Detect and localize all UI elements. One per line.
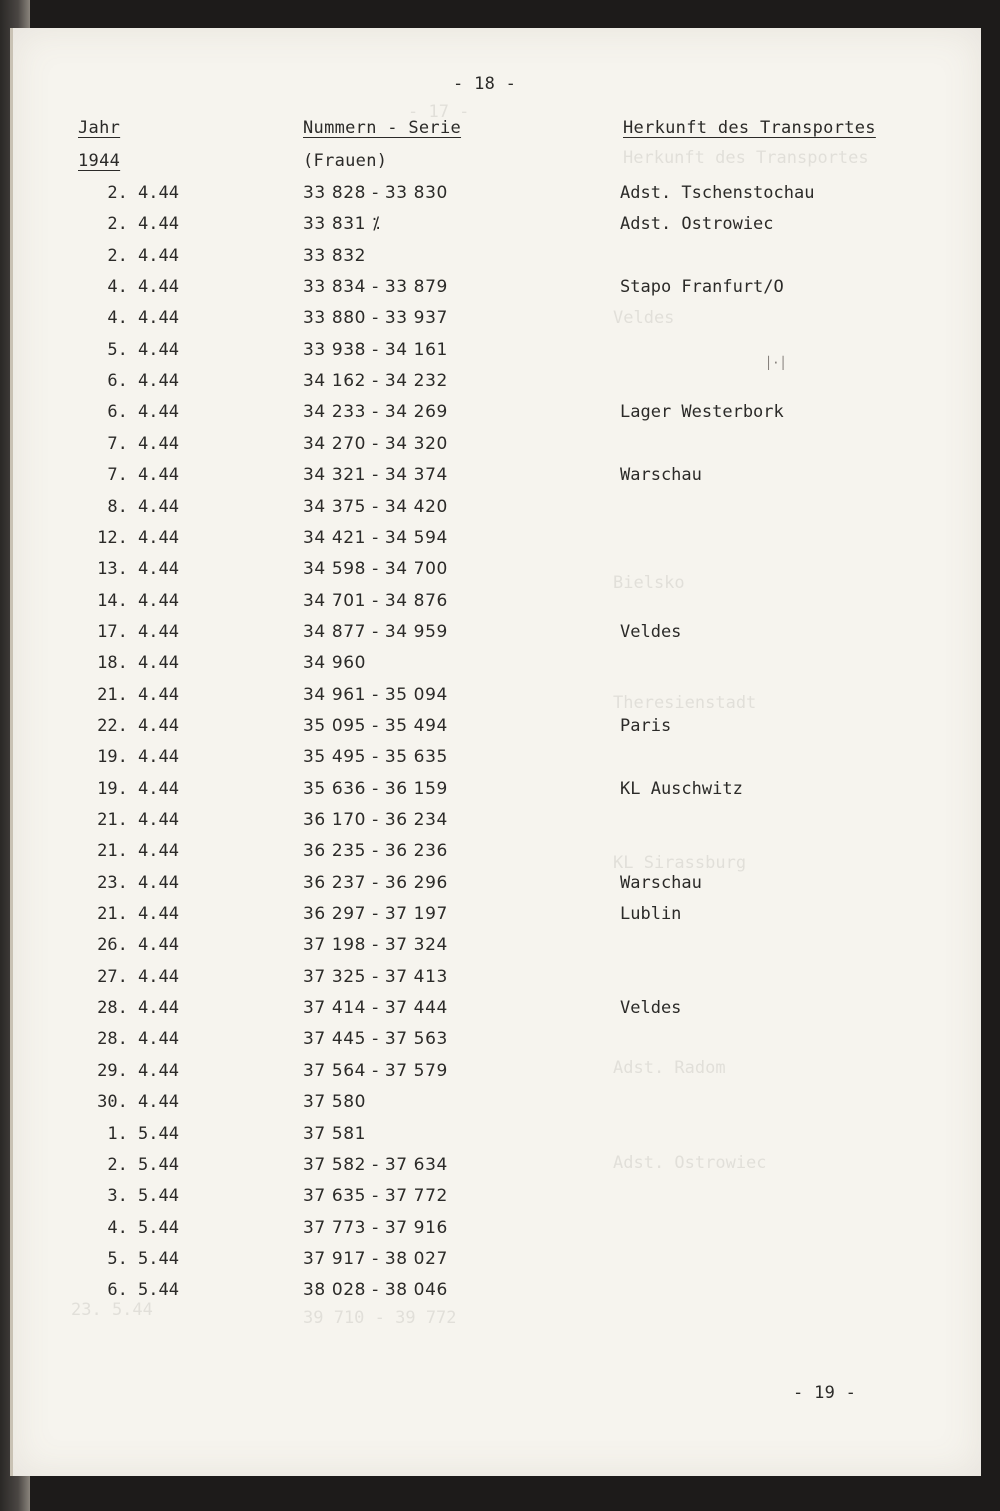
row-numbers: 34 270 - 34 320 <box>303 433 448 454</box>
row-date: 8. 4.44 <box>107 496 179 517</box>
table-row <box>13 1061 981 1092</box>
row-numbers: 35 636 - 36 159 <box>303 778 448 799</box>
header-frauen: (Frauen) <box>303 151 388 171</box>
row-origin: Adst. Tschenstochau <box>620 183 815 203</box>
table-row <box>13 434 981 465</box>
show-through-text: - 17 - <box>408 102 470 122</box>
row-origin: Paris <box>620 715 672 736</box>
row-numbers: 34 321 - 34 374 <box>303 465 448 486</box>
row-numbers: 34 960 <box>303 653 367 674</box>
row-date: 4. 4.44 <box>107 308 179 329</box>
table-row <box>13 622 981 653</box>
header-year: 1944 <box>78 151 121 171</box>
show-through-text: Bielsko <box>613 573 685 593</box>
table-row <box>13 308 981 339</box>
table-row <box>13 873 981 904</box>
row-numbers: 36 235 - 36 236 <box>303 841 448 862</box>
row-numbers: 34 701 - 34 876 <box>303 590 448 611</box>
show-through-text: 39 710 - 39 772 <box>303 1308 457 1328</box>
table-row <box>13 1029 981 1060</box>
row-numbers: 37 917 - 38 027 <box>303 1248 448 1269</box>
table-row <box>13 998 981 1029</box>
row-numbers: 38 028 - 38 046 <box>303 1280 448 1301</box>
row-origin: Lublin <box>620 904 682 925</box>
row-date: 2. 4.44 <box>107 214 179 235</box>
table-row <box>13 1092 981 1123</box>
table-row <box>13 1186 981 1217</box>
show-through-text: Adst. Ostrowiec <box>613 1153 767 1173</box>
row-date: 7. 4.44 <box>107 465 179 486</box>
row-numbers: 37 582 - 37 634 <box>303 1154 448 1175</box>
table-row <box>13 1249 981 1280</box>
row-origin: Lager Westerbork <box>620 402 784 423</box>
table-row <box>13 904 981 935</box>
header-nummern-serie: Nummern - Serie <box>303 118 462 138</box>
table-row <box>13 591 981 622</box>
row-origin: Warschau <box>620 872 702 893</box>
row-origin: Veldes <box>620 998 682 1019</box>
row-date: 2. 5.44 <box>107 1154 179 1175</box>
row-date: 19. 4.44 <box>97 778 179 799</box>
row-numbers: 33 828 - 33 830 <box>303 183 448 203</box>
table-row <box>13 214 981 245</box>
row-date: 21. 4.44 <box>97 684 179 705</box>
row-date: 23. 4.44 <box>97 872 179 893</box>
row-origin: Adst. Ostrowiec <box>620 214 774 235</box>
table-row <box>13 779 981 810</box>
row-date: 2. 4.44 <box>107 245 179 266</box>
row-date: 3. 5.44 <box>107 1186 179 1207</box>
row-numbers: 34 877 - 34 959 <box>303 621 448 642</box>
table-row <box>13 1155 981 1186</box>
header-herkunft: Herkunft des Transportes <box>623 118 876 138</box>
show-through-text: Veldes <box>613 308 675 328</box>
row-numbers: 37 564 - 37 579 <box>303 1060 448 1081</box>
row-origin: Veldes <box>620 621 682 642</box>
row-date: 2. 4.44 <box>107 183 179 203</box>
table-row <box>13 465 981 496</box>
table-row <box>13 528 981 559</box>
show-through-text: Adst. Radom <box>613 1058 726 1078</box>
table-row <box>13 653 981 684</box>
table-row <box>13 1124 981 1155</box>
row-date: 21. 4.44 <box>97 904 179 925</box>
table-row <box>13 183 981 214</box>
row-date: 28. 4.44 <box>97 1029 179 1050</box>
row-numbers: 37 414 - 37 444 <box>303 998 448 1019</box>
table-row <box>13 747 981 778</box>
row-date: 22. 4.44 <box>97 715 179 736</box>
row-numbers: 33 938 - 34 161 <box>303 339 448 360</box>
row-numbers: 33 834 - 33 879 <box>303 277 448 298</box>
row-date: 26. 4.44 <box>97 935 179 956</box>
row-numbers: 37 580 <box>303 1092 367 1113</box>
table-row <box>13 1218 981 1249</box>
row-numbers: 37 325 - 37 413 <box>303 966 448 987</box>
table-row <box>13 935 981 966</box>
row-numbers: 34 598 - 34 700 <box>303 559 448 580</box>
row-numbers: 34 421 - 34 594 <box>303 527 448 548</box>
row-date: 18. 4.44 <box>97 653 179 674</box>
row-date: 5. 5.44 <box>107 1248 179 1269</box>
row-numbers: 36 297 - 37 197 <box>303 904 448 925</box>
row-date: 6. 4.44 <box>107 402 179 423</box>
row-numbers: 35 095 - 35 494 <box>303 715 448 736</box>
row-numbers: 33 832 <box>303 245 367 266</box>
row-origin: KL Auschwitz <box>620 778 743 799</box>
row-date: 6. 4.44 <box>107 371 179 392</box>
show-through-text: 23. 5.44 <box>71 1300 153 1320</box>
show-through-text: KL Sirassburg <box>613 853 747 873</box>
table-row <box>13 559 981 590</box>
table-row <box>13 810 981 841</box>
row-date: 27. 4.44 <box>97 966 179 987</box>
row-numbers: 37 635 - 37 772 <box>303 1186 448 1207</box>
row-numbers: 36 237 - 36 296 <box>303 872 448 893</box>
stray-mark: │·│ <box>765 356 787 370</box>
row-date: 21. 4.44 <box>97 810 179 830</box>
page-number-bottom: - 19 - <box>793 1383 857 1403</box>
row-numbers: 37 198 - 37 324 <box>303 935 448 956</box>
row-date: 19. 4.44 <box>97 747 179 768</box>
row-numbers: 35 495 - 35 635 <box>303 747 448 768</box>
row-date: 5. 4.44 <box>107 339 179 360</box>
row-date: 28. 4.44 <box>97 998 179 1019</box>
document-page <box>10 28 981 1476</box>
row-date: 14. 4.44 <box>97 590 179 611</box>
table-row <box>13 841 981 872</box>
table-row <box>13 716 981 747</box>
show-through-text: Theresienstadt <box>613 693 757 713</box>
table-row <box>13 402 981 433</box>
row-date: 4. 5.44 <box>107 1217 179 1238</box>
header-jahr: Jahr <box>78 118 121 138</box>
row-numbers: 37 773 - 37 916 <box>303 1217 448 1238</box>
row-numbers: 34 961 - 35 094 <box>303 684 448 705</box>
row-date: 29. 4.44 <box>97 1060 179 1081</box>
row-date: 21. 4.44 <box>97 841 179 862</box>
table-row <box>13 967 981 998</box>
row-numbers: 34 375 - 34 420 <box>303 496 448 517</box>
table-row <box>13 340 981 371</box>
row-date: 4. 4.44 <box>107 277 179 298</box>
table-row <box>13 246 981 277</box>
table-row <box>13 685 981 716</box>
row-numbers: 34 233 - 34 269 <box>303 402 448 423</box>
table-row <box>13 1280 981 1311</box>
row-date: 30. 4.44 <box>97 1092 179 1113</box>
row-origin: Warschau <box>620 465 702 486</box>
page-number-top: - 18 - <box>453 74 517 94</box>
row-numbers: 34 162 - 34 232 <box>303 371 448 392</box>
table-row <box>13 371 981 402</box>
row-numbers: 37 445 - 37 563 <box>303 1029 448 1050</box>
table-row <box>13 277 981 308</box>
row-date: 13. 4.44 <box>97 559 179 580</box>
row-numbers: 37 581 <box>303 1123 367 1144</box>
show-through-text: Herkunft des Transportes <box>623 148 869 168</box>
row-numbers: 33 831 ⁒ <box>303 214 381 235</box>
row-origin: Stapo Franfurt/O <box>620 277 784 298</box>
row-date: 17. 4.44 <box>97 621 179 642</box>
row-numbers: 36 170 - 36 234 <box>303 810 448 830</box>
row-date: 12. 4.44 <box>97 527 179 548</box>
row-numbers: 33 880 - 33 937 <box>303 308 448 329</box>
row-date: 1. 5.44 <box>107 1123 179 1144</box>
table-row <box>13 497 981 528</box>
row-date: 6. 5.44 <box>107 1280 179 1301</box>
row-date: 7. 4.44 <box>107 433 179 454</box>
